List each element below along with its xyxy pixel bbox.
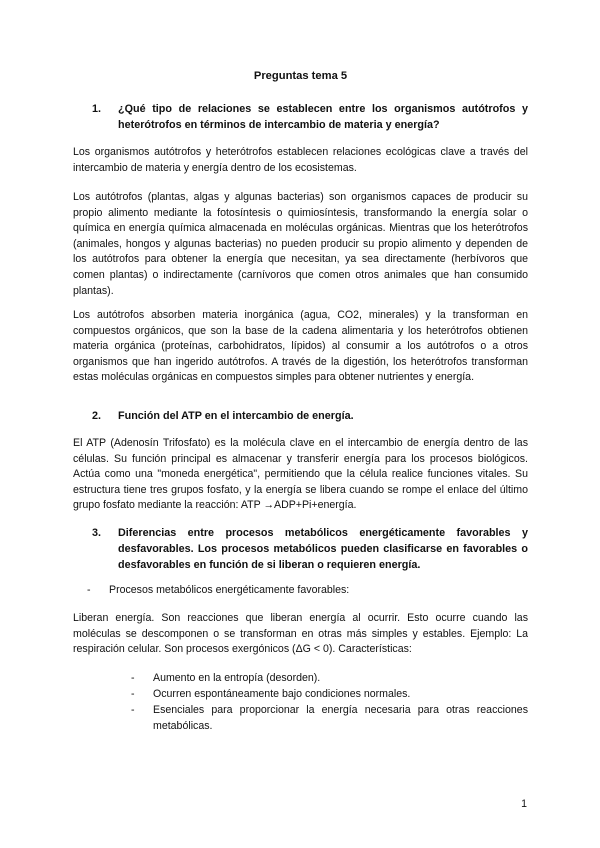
section-1-heading — [92, 101, 528, 133]
section-3-sub-item — [87, 583, 528, 599]
section-1-paragraph-1: Los organismos autótrofos y heterótrofos establecen relaciones ecológicas clave a través del intercambio de materia y energía dentro de los ecosistemas. — [73, 146, 528, 174]
dash-marker: - — [131, 704, 135, 716]
characteristic-text: Esenciales para proporcionar la energía necesaria para otras reacciones metabólicas. — [153, 704, 528, 732]
section-1-number: 1. — [92, 103, 102, 115]
section-3-number: 3. — [92, 527, 102, 539]
section-3-heading — [92, 525, 528, 574]
characteristic-text: Ocurren espontáneamente bajo condiciones normales. — [153, 688, 411, 700]
page-number: 1 — [521, 798, 527, 810]
dash-marker: - — [131, 688, 135, 700]
section-2-heading — [92, 408, 528, 424]
section-2-paragraph-1: El ATP (Adenosín Trifosfato) es la molécula clave en el intercambio de energía dentro de las células. Su función principal es almacenar y transferir energía para los procesos biológicos. Actúa como una "moneda energética", permitiendo que la célula realice funciones vitales. Su estructura tiene tres grupos fosfato, y la energía se libera cuando se rompe el enlace del último grupo fosfato mediante la reacción: ATP →ADP+Pi+energía. — [73, 437, 528, 512]
characteristic-item — [131, 671, 528, 687]
dash-marker: - — [87, 584, 91, 596]
section-2-heading-text: Función del ATP en el intercambio de energía. — [118, 410, 354, 422]
section-1-paragraph-2: Los autótrofos (plantas, algas y algunas bacterias) son organismos capaces de producir su propio alimento mediante la fotosíntesis o quimiosíntesis, transformando la energía solar o química en energía química almacenada en moléculas orgánicas. Mientras que los heterótrofos (animales, hongos y algunas bacterias) no pueden producir su propio alimento y dependen de los autótrofos para obtener la energía que necesitan, ya sea directamente (herbívoros que comen plantas) o indirectamente (carnívoros que comen otros animales que han consumido plantas). — [73, 191, 528, 297]
section-3-sub-item-text: Procesos metabólicos energéticamente favorables: — [109, 584, 350, 596]
dash-marker: - — [131, 672, 135, 684]
section-1-paragraph-3: Los autótrofos absorben materia inorgánica (agua, CO2, minerales) y la transforman en compuestos orgánicos, que son la base de la cadena alimentaria y los heterótrofos obtienen materia orgánica (proteínas, carbohidratos, lípidos) al consumir a los autótrofos o a otros organismos que han ingerido autótrofos. A través de la digestión, los heterótrofos transforman estas moléculas orgánicas en compuestos simples para obtener nutrientes y energía. — [73, 309, 528, 384]
section-3-paragraph-1: Liberan energía. Son reacciones que liberan energía al ocurrir. Esto ocurre cuando las moléculas se descomponen o se transforman en otras más simples y estables. Ejemplo: La respiración celular. Son procesos exergónicos (ΔG < 0). Características: — [73, 612, 528, 656]
page-title: Preguntas tema 5 — [253, 70, 348, 82]
characteristic-item — [131, 703, 528, 734]
characteristic-item — [131, 687, 528, 703]
section-3-heading-text: Diferencias entre procesos metabólicos energéticamente favorables y desfavorables. Los procesos metabólicos pueden clasificarse en favorables o desfavorables en función de si liberan o requieren energía. — [118, 527, 528, 572]
section-1-heading-text: ¿Qué tipo de relaciones se establecen entre los organismos autótrofos y heterótrofos en términos de intercambio de materia y energía? — [118, 103, 528, 132]
characteristic-text: Aumento en la entropía (desorden). — [153, 672, 321, 684]
section-2-number: 2. — [92, 410, 102, 422]
